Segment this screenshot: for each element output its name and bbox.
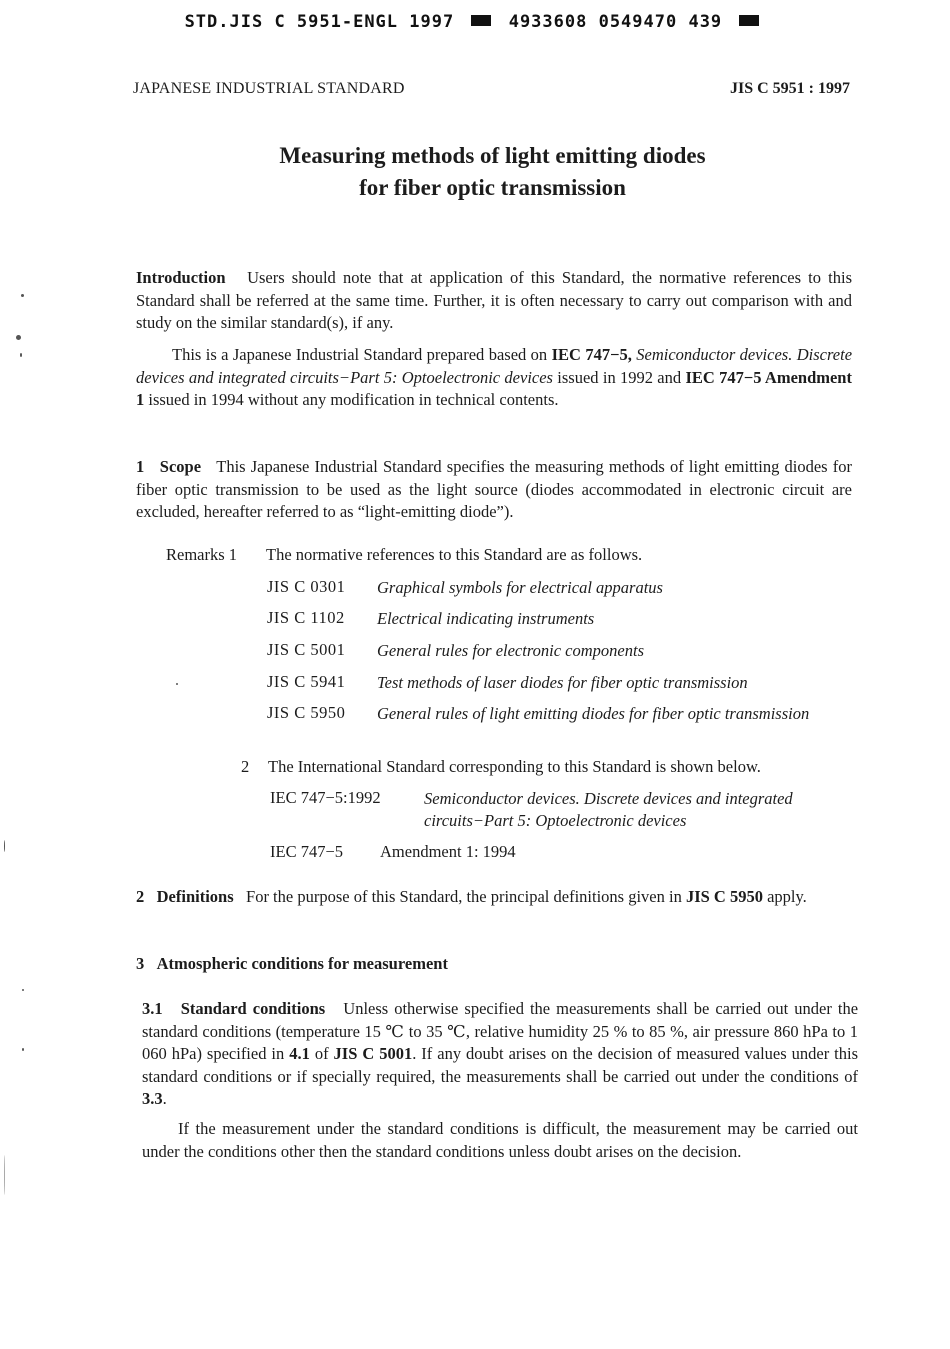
- iec-title-reference: Semiconductor devices. Discrete devices and integrated circuits−Part 5: Optoelectronic devices: [136, 345, 853, 387]
- remark-1-text: The normative references to this Standard are as follows.: [266, 545, 643, 564]
- intro-text-2d: issued in 1992 and: [552, 367, 686, 387]
- standard-number: JIS C 5951 : 1997: [729, 80, 850, 97]
- intro-paragraph-1: [136, 267, 852, 335]
- standard-org-label: JAPANESE INDUSTRIAL STANDARD: [133, 80, 405, 97]
- jis-ref: JIS C 5001: [333, 1044, 413, 1063]
- scan-speck: [20, 353, 22, 357]
- definitions-ref: JIS C 5950: [685, 887, 763, 906]
- standard-conditions-paragraph-2: If the measurement under the standard conditions is difficult, the measurement may be carried out under the conditions other then the standard conditions unless doubt arises on the decision.: [142, 1119, 858, 1161]
- definitions-text-a: For the purpose of this Standard, the principal definitions given in: [246, 887, 686, 906]
- scope-text: This Japanese Industrial Standard specifies the measuring methods of light emitting diodes for fiber optic transmission to be used as the light source (diodes accommodated in electronic circuit are excluded, hereafter referred to as “light-emitting diode”).: [136, 457, 852, 521]
- std-cond-text-a: Unless otherwise specified the measurements shall be carried out under the standard conditions (temperature 15 ℃ to 35 ℃, relative humidity 25 % to 85 %, air pressure 860 hPa to 1 060 hPa) specified in: [142, 999, 859, 1063]
- intro-text-1: Users should note that at application of this Standard, the normative references to this Standard shall be referred at the same time. Further, it is often necessary to carry out comparison with and study on the similar standard(s), if any.: [136, 268, 853, 332]
- standard-conditions-paragraph: [142, 998, 858, 1111]
- ref-code: JIS C 1102: [267, 608, 345, 627]
- clause-ref: 3.3: [142, 1089, 163, 1108]
- remark-2-number: 2: [241, 757, 250, 776]
- intro-text-2f: issued in 1994 without any modification in technical contents.: [144, 390, 559, 409]
- scan-header-code: STD.JIS C 5951-ENGL 1997: [184, 12, 455, 32]
- definitions-paragraph: [136, 886, 852, 909]
- ref-title: General rules for electronic components: [377, 641, 644, 660]
- iec-amendment-title: Amendment 1: 1994: [380, 842, 516, 861]
- scan-header-number: 4933608 0549470 439: [508, 12, 723, 32]
- ref-title: Graphical symbols for electrical apparatus: [377, 578, 663, 597]
- scan-speck: [4, 840, 5, 852]
- page-title: [0, 140, 950, 204]
- std-cond-text-e: . If any doubt arises on the decision of measured values under this standard conditions or if specially required, the measurements shall be carried out under the conditions of: [142, 1044, 859, 1086]
- section-3-number: 3: [136, 954, 145, 973]
- scan-speck: [22, 1048, 24, 1051]
- iec-reference: IEC 747−5,: [551, 345, 632, 364]
- iec-amendment-reference: IEC 747−5 Amendment 1: [136, 367, 852, 409]
- scope-paragraph: [136, 456, 852, 524]
- intro-paragraph-2: [136, 344, 852, 412]
- remark-2-text: The International Standard corresponding to this Standard is shown below.: [268, 757, 761, 776]
- scan-speck: [176, 683, 178, 685]
- title-line-2: for fiber optic transmission: [359, 175, 626, 200]
- ref-title: Electrical indicating instruments: [377, 609, 595, 628]
- ref-title: General rules of light emitting diodes for fiber optic transmission: [377, 704, 810, 723]
- intro-heading: Introduction: [136, 268, 226, 287]
- std-cond-text-g: .: [162, 1089, 167, 1108]
- subsection-number: 3.1: [142, 999, 163, 1018]
- iec-amendment-code: IEC 747−5: [270, 842, 344, 861]
- iec-title: Semiconductor devices. Discrete devices and integrated circuits−Part 5: Optoelectronic devices: [424, 789, 793, 830]
- iec-code: IEC 747−5:1992: [270, 788, 381, 807]
- intro-text-2a: This is a Japanese Industrial Standard prepared based on: [172, 345, 552, 364]
- definitions-heading: Definitions: [156, 887, 234, 906]
- std-cond-text-c: of: [309, 1044, 334, 1063]
- ref-code: JIS C 5001: [267, 640, 346, 659]
- scan-block-mark: [471, 15, 491, 26]
- scope-number: 1: [136, 457, 145, 476]
- section-3-heading: [136, 953, 852, 976]
- scan-speck: [21, 294, 24, 297]
- definitions-number: 2: [136, 887, 145, 906]
- remarks-label: Remarks 1: [166, 545, 238, 564]
- title-line-1: Measuring methods of light emitting diodes: [279, 143, 706, 168]
- scan-header: [0, 12, 950, 32]
- ref-title: Test methods of laser diodes for fiber optic transmission: [377, 673, 748, 692]
- scope-heading: Scope: [159, 457, 202, 476]
- scan-speck: [22, 989, 24, 991]
- scan-block-mark: [739, 15, 759, 26]
- scan-speck: [16, 335, 21, 340]
- ref-code: JIS C 5950: [267, 703, 346, 722]
- scan-speck: [4, 1155, 5, 1195]
- subsection-heading: Standard conditions: [180, 999, 326, 1018]
- ref-code: JIS C 5941: [267, 672, 346, 691]
- definitions-text-b: apply.: [762, 887, 807, 906]
- clause-ref: 4.1: [289, 1044, 310, 1063]
- section-3-title: Atmospheric conditions for measurement: [156, 954, 448, 973]
- ref-code: JIS C 0301: [267, 577, 346, 596]
